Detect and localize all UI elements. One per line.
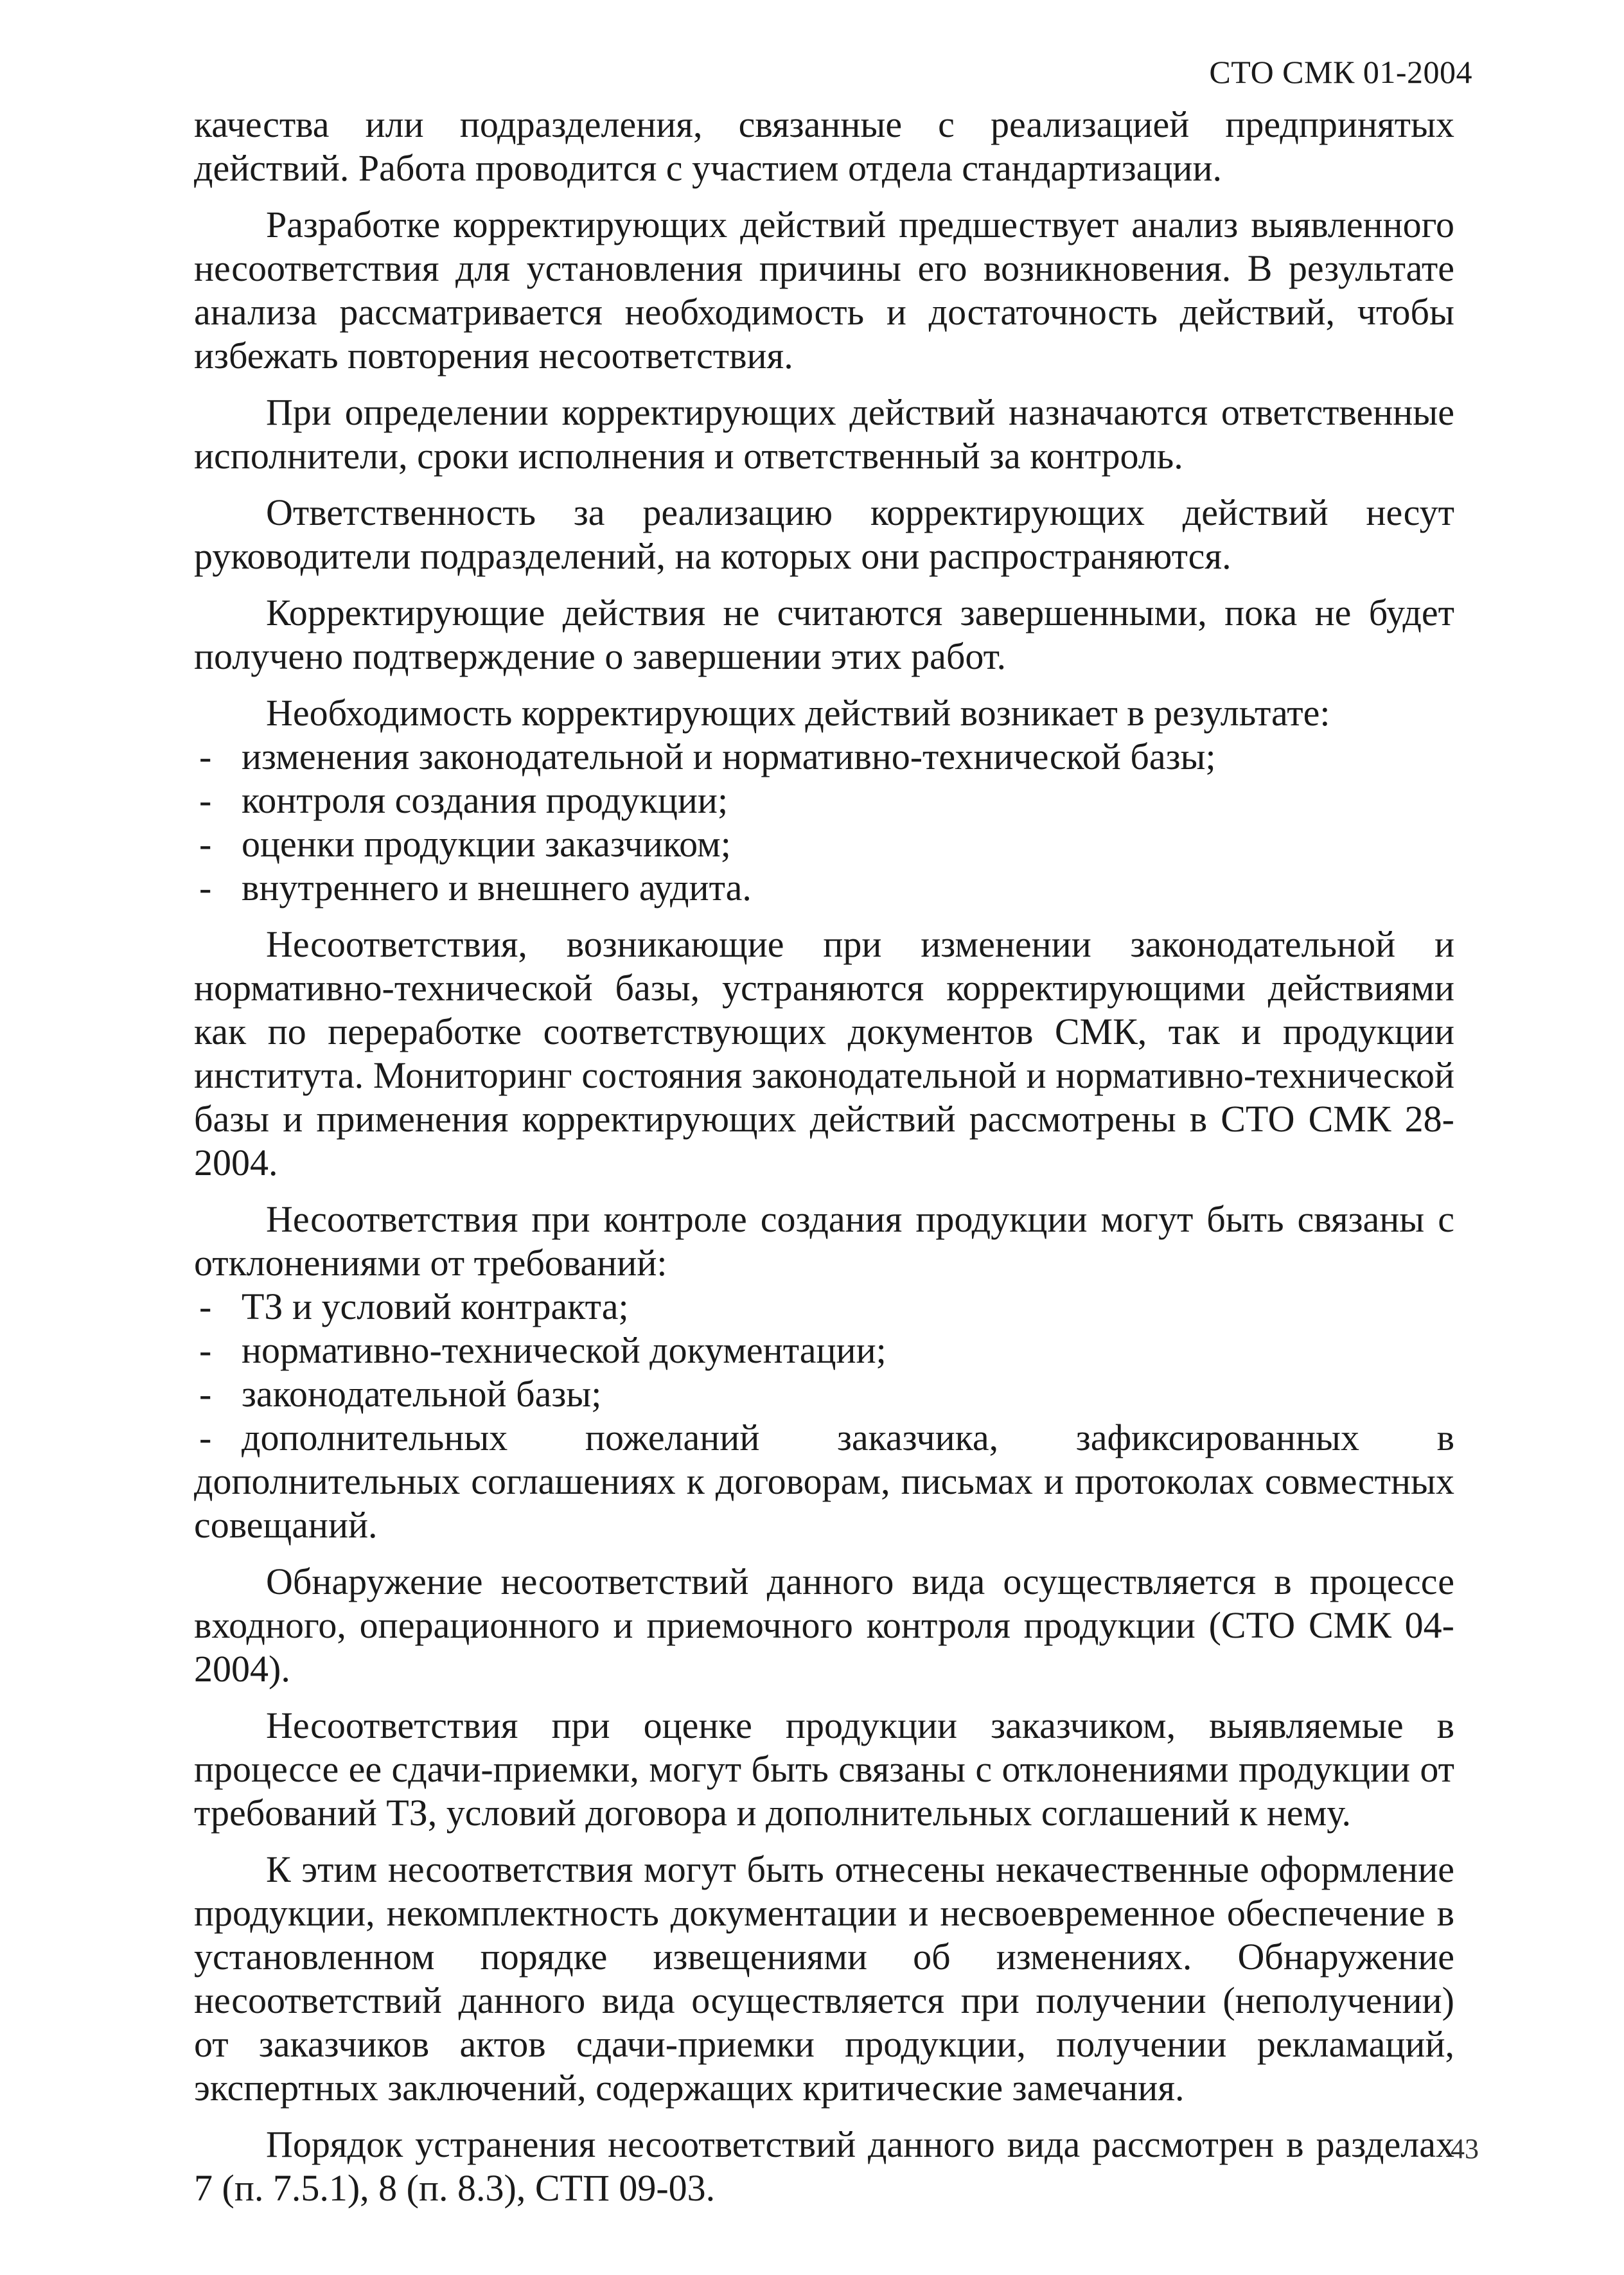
paragraph-customer-evaluation: Несоответствия при оценке продукции заказчиком, выявляемые в процессе ее сдачи-приемки, могут быть связаны с отклонениями продукции от требований ТЗ, условий договора и дополнительных соглашений к нему.: [194, 1704, 1454, 1834]
paragraph-detection-control: Обнаружение несоответствий данного вида осуществляется в процессе входного, операционного и приемочного контроля продукции (СТО СМК 04-2004).: [194, 1561, 1454, 1690]
list-item-text: внутреннего и внешнего аудита.: [242, 867, 752, 908]
list-item: [194, 735, 1454, 779]
list-item-text: законодательной базы;: [242, 1373, 602, 1415]
document-body: [194, 103, 1454, 2223]
paragraph-completion: Корректирующие действия не считаются завершенными, пока не будет получено подтверждение о завершении этих работ.: [194, 592, 1454, 677]
list-dash: -: [199, 1286, 212, 1327]
necessity-list: [194, 735, 1454, 910]
paragraph-necessity-intro: Необходимость корректирующих действий возникает в результате:: [266, 692, 1330, 734]
paragraph-legislative-base: Несоответствия, возникающие при изменении законодательной и нормативно-технической базы, устраняются корректирующими действиями как по переработке соответствующих документов СМК, так и продукции института. Мониторинг состояния законодательной и нормативно-технической базы и применения корректирующих действий рассмотрены в СТО СМК 28-2004.: [194, 923, 1454, 1183]
list-item: [194, 822, 1454, 866]
paragraph-continuation: качества или подразделения, связанные с реализацией предпринятых действий. Работа проводится с участием отдела стандартизации.: [194, 103, 1454, 189]
list-item: [194, 1416, 1454, 1547]
requirements-list: [194, 1285, 1454, 1547]
list-item: [194, 1372, 1454, 1416]
paragraph-nonconformity-types: К этим несоответствия могут быть отнесены некачественные оформление продукции, некомплектность документации и несвоевременное обеспечение в установленном порядке извещениями об изменениях. Обнаружение несоответствий данного вида осуществляется при получении (неполучении) от заказчиков актов сдачи-приемки продукции, получении рекламаций, экспертных заключений, содержащих критические замечания.: [194, 1848, 1454, 2109]
list-item-text: изменения законодательной и нормативно-технической базы;: [242, 736, 1216, 777]
paragraph-analysis: Разработке корректирующих действий предшествует анализ выявленного несоответствия для установления причины его возникновения. В результате анализа рассматривается необходимость и достаточность действий, чтобы избежать повторения несоответствия.: [194, 204, 1454, 376]
list-item: [194, 1329, 1454, 1372]
paragraph-responsibility: Ответственность за реализацию корректирующих действий несут руководители подразделений, на которых они распространяются.: [194, 491, 1454, 577]
list-item-text: оценки продукции заказчиком;: [242, 823, 731, 865]
list-dash: -: [199, 736, 212, 777]
list-item: [194, 1285, 1454, 1329]
list-item: [194, 866, 1454, 910]
list-item-text: контроля создания продукции;: [242, 779, 728, 821]
paragraph-responsible-executors: При определении корректирующих действий назначаются ответственные исполнители, сроки исполнения и ответственный за контроль.: [194, 391, 1454, 477]
page-number: 43: [1451, 2133, 1479, 2164]
list-dash: -: [199, 867, 212, 908]
list-item: [194, 779, 1454, 822]
list-dash: -: [199, 779, 212, 821]
list-item-text: ТЗ и условий контракта;: [242, 1286, 629, 1327]
list-item-text: дополнительных пожеланий заказчика, зафиксированных в дополнительных соглашениях к договорам, письмах и протоколах совместных совещаний.: [194, 1417, 1454, 1546]
paragraph-production-control: Несоответствия при контроле создания продукции могут быть связаны с отклонениями от требований:: [194, 1198, 1454, 1284]
list-dash: -: [199, 823, 212, 865]
paragraph-elimination-procedure: Порядок устранения несоответствий данного вида рассмотрен в разделах 7 (п. 7.5.1), 8 (п. 8.3), СТП 09-03.: [194, 2123, 1454, 2209]
list-dash: -: [199, 1329, 212, 1371]
list-dash: -: [199, 1417, 212, 1458]
list-dash: -: [199, 1373, 212, 1415]
list-item-text: нормативно-технической документации;: [242, 1329, 887, 1371]
document-code-header: СТО СМК 01-2004: [1209, 54, 1472, 90]
